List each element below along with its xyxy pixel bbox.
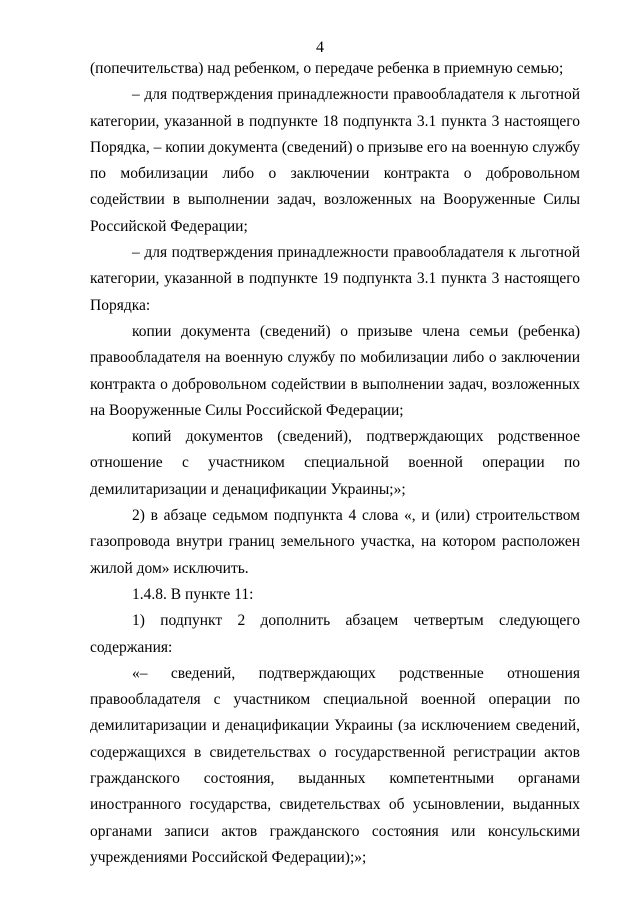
paragraph-8: 1) подпункт 2 дополнить абзацем четвертым следующего содержания: xyxy=(90,612,580,656)
document-body xyxy=(90,56,580,871)
paragraph-1: (попечительства) над ребенком, о передаче ребенка в приемную семью; xyxy=(90,60,564,77)
paragraph-4: копии документа (сведений) о призыве члена семьи (ребенка) правообладателя на военную службу по мобилизации либо о заключении контракта о добровольном содействии в выполнении задач, возложенных на Вооруженные Силы Российской Федерации; xyxy=(90,322,580,419)
paragraph-5: копий документов (сведений), подтверждающих родственное отношение с участником специальной военной операции по демилитаризации и денацификации Украины;»; xyxy=(90,428,580,498)
page-number: 4 xyxy=(316,39,324,56)
paragraph-9: «– сведений, подтверждающих родственные отношения правообладателя с участником специальной военной операции по демилитаризации и денацификации Украины (за исключением сведений, содержащихся в свидетельствах о государственной регистрации актов гражданского состояния, выданных компетентными органами иностранного государства, свидетельствах об усыновлении, выданных органами записи актов гражданского состояния или консульскими учреждениями Российской Федерации);»; xyxy=(90,664,580,866)
paragraph-2: – для подтверждения принадлежности правообладателя к льготной категории, указанной в подпункте 18 подпункта 3.1 пункта 3 настоящего Порядка, – копии документа (сведений) о призыве его на военную службу по мобилизации либо о заключении контракта о добровольном содействии в выполнении задач, возложенных на Вооруженные Силы Российской Федерации; xyxy=(90,86,580,235)
paragraph-7: 1.4.8. В пункте 11: xyxy=(132,585,254,603)
paragraph-3: – для подтверждения принадлежности правообладателя к льготной категории, указанной в подпункте 19 подпункта 3.1 пункта 3 настоящего Порядка: xyxy=(90,244,580,314)
paragraph-6: 2) в абзаце седьмом подпункта 4 слова «, и (или) строительством газопровода внутри границ земельного участка, на котором расположен жилой дом» исключить. xyxy=(90,507,580,577)
